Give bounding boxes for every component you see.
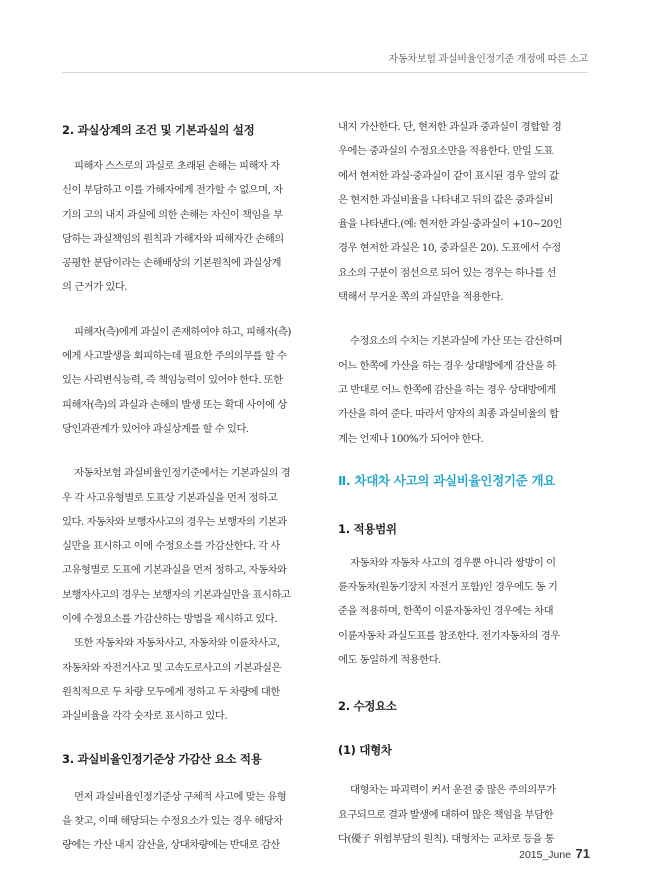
header-divider	[62, 72, 588, 73]
paragraph	[62, 320, 318, 441]
paragraph	[62, 785, 318, 858]
heading-2-1-large-vehicle: (1) 대형차	[338, 743, 392, 758]
text-line: 수정요소의 수치는 기본과실에 가산 또는 감산하며	[350, 335, 563, 348]
text-line: 또한 자동차와 자동차사고, 자동차와 이륜차사고,	[74, 637, 280, 650]
text-line: 을 찾고, 이때 해당되는 수정요소가 있는 경우 해당차	[62, 814, 283, 827]
text-line: 고유형별로 도표에 기본과실을 먼저 정하고, 자동차와	[62, 564, 287, 577]
text-line: 에서 현저한 과실·중과실이 같이 표시된 경우 앞의 값	[338, 169, 559, 182]
running-header: 자동차보험 과실비율인정기준 개정에 따른 소고	[388, 54, 588, 65]
text-line: 어느 한쪽에 가산을 하는 경우 상대방에게 감산을 하	[338, 359, 556, 372]
paragraph	[62, 631, 318, 728]
text-line: 율을 나타낸다.(예: 현저한 과실·중과실이 +10~20인	[338, 218, 563, 231]
text-line: 기의 고의 내지 과실에 의한 손해는 자신이 책임을 부	[62, 208, 283, 221]
text-line: 실만을 표시하고 이에 수정요소를 가감산한다. 각 사	[62, 540, 280, 553]
section-title: Ⅱ. 차대차 사고의 과실비율인정기준 개요	[338, 472, 555, 488]
heading-2-conditions: 2. 과실상계의 조건 및 기본과실의 설정	[62, 123, 255, 137]
text-line: 우에는 중과실의 수정요소만을 적용한다. 만일 도표	[338, 145, 554, 158]
heading-3-adjustments: 3. 과실비율인정기준상 가감산 요소 적용	[62, 751, 262, 766]
text-line: 요소의 구분이 점선으로 되어 있는 경우는 하나를 선	[338, 266, 556, 279]
right-column	[338, 115, 594, 851]
text-line: 신이 부담하고 이를 가해자에게 전가할 수 없으며, 자	[62, 184, 283, 197]
heading-1-scope: 1. 적용범위	[338, 521, 397, 536]
text-line: 자동차와 자전거사고 및 고속도로사고의 기본과실은	[62, 661, 281, 674]
text-line: 우 각 사고유형별로 도표상 기본과실을 먼저 정하고	[62, 491, 278, 504]
text-line: 당인과관계가 있어야 과실상계를 할 수 있다.	[62, 422, 249, 435]
text-line: 피해자(측)에게 과실이 존재하여야 하고, 피해자(측)	[74, 325, 291, 338]
text-line: 의 근거가 있다.	[62, 281, 127, 294]
paragraph	[338, 329, 594, 450]
text-line: 먼저 과실비율인정기준상 구체적 사고에 맞는 유형	[74, 790, 287, 803]
text-line: 공평한 분담이라는 손해배상의 기본원칙에 과실상계	[62, 257, 281, 270]
text-line: 자동차와 자동차 사고의 경우뿐 아니라 쌍방이 이	[350, 556, 556, 569]
text-line: 피해자(측)의 과실과 손해의 발생 또는 확대 사이에 상	[62, 398, 287, 411]
paragraph	[62, 461, 318, 631]
text-line: 가산을 하여 준다. 따라서 양자의 최종 과실비율의 합	[338, 408, 559, 421]
text-line: 륜자동차(원동기장치 자전거 포함)인 경우에도 동 기	[338, 581, 558, 594]
text-line: 자동차보험 과실비율인정기준에서는 기본과실의 경	[74, 467, 291, 480]
text-line: 과실비율을 각각 숫자로 표시하고 있다.	[62, 710, 228, 723]
text-line: 경우 현저한 과실은 10, 중과실은 20). 도표에서 수정	[338, 242, 561, 255]
paragraph	[338, 551, 594, 672]
text-line: 피해자 스스로의 과실로 초래된 손해는 피해자 자	[74, 160, 280, 172]
text-line: 보행자사고의 경우는 보행자의 기본과실만을 표시하고	[62, 588, 291, 601]
text-line: 준을 적용하며, 한쪽이 이륜자동차인 경우에는 차대	[338, 605, 554, 618]
text-line: 이륜자동차 과실도표를 참조한다. 전기자동차의 경우	[338, 629, 560, 642]
text-line: 은 현저한 과실비율을 나타내고 뒤의 값은 중과실비	[338, 193, 554, 206]
paragraph	[338, 778, 594, 851]
text-line: 에도 동일하게 적용한다.	[338, 654, 441, 667]
text-line: 택해서 무거운 쪽의 과실만을 적용한다.	[338, 291, 504, 304]
text-line: 있다. 자동차와 보행자사고의 경우는 보행자의 기본과	[62, 515, 287, 528]
text-line: 내지 가산한다. 단, 현저한 과실과 중과실이 경합할 경	[338, 121, 562, 133]
page-footer	[519, 845, 590, 863]
paragraph	[338, 115, 594, 309]
text-line: 있는 사리변식능력, 즉 책임능력이 있어야 한다. 또한	[62, 374, 283, 387]
text-line: 이에 수정요소를 가감산하는 방법을 제시하고 있다.	[62, 613, 278, 626]
page-number: 71	[575, 846, 590, 861]
heading-2-modifiers: 2. 수정요소	[338, 699, 397, 714]
paragraph	[62, 154, 318, 300]
text-line: 다(優子 위험부담의 원칙). 대형차는 교차로 등을 통	[338, 832, 555, 845]
text-line: 요구되므로 결과 발생에 대하여 많은 책임을 부담한	[338, 808, 554, 821]
text-line: 대형차는 파괴력이 커서 운전 중 많은 주의의무가	[350, 784, 556, 797]
text-line: 계는 언제나 100%가 되어야 한다.	[338, 432, 484, 445]
left-column	[62, 112, 318, 857]
text-line: 량에는 가산 내지 감산을, 상대차량에는 반대로 감산	[62, 839, 280, 852]
issue-date: 2015_June	[519, 849, 572, 861]
text-line: 원칙적으로 두 차량 모두에게 정하고 두 차량에 대한	[62, 685, 280, 698]
text-line: 담하는 과실책임의 원칙과 가해자와 피해자간 손해의	[62, 232, 284, 245]
text-line: 고 반대로 어느 한쪽에 감산을 하는 경우 상대방에게	[338, 383, 556, 396]
text-line: 에게 사고발생을 회피하는데 필요한 주의의무를 할 수	[62, 350, 287, 363]
